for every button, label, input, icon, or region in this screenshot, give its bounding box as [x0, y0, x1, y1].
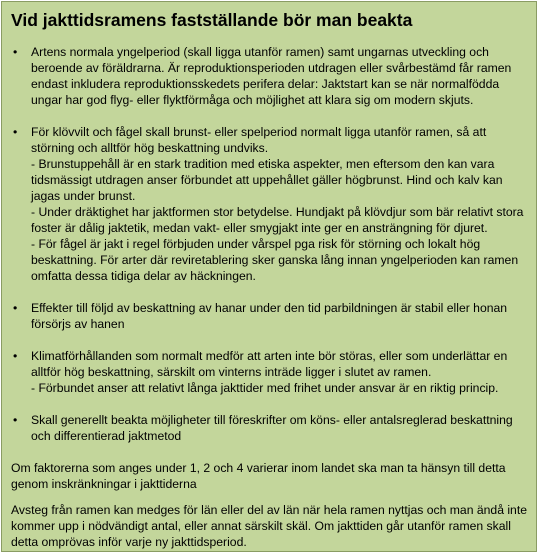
- bullet-subtext: - Förbundet anser att relativt långa jakttider med frihet under ansvar är en riktig princip.: [31, 381, 499, 395]
- bullet-text: Effekter till följd av beskattning av hanar under den tid parbildningen är stabil eller honan försörjs av hanen: [31, 301, 508, 331]
- bullet-icon: •: [13, 301, 18, 315]
- bullet-text: Klimatförhållanden som normalt medför att arten inte bör störas, eller som underlättar en alltför hög beskattning, särskilt om vinterns inträde ligger i slutet av ramen.: [31, 349, 508, 379]
- list-item: [11, 412, 531, 444]
- paragraph-exceptions: Avsteg från ramen kan medges för län eller del av län när hela ramen nyttjas och man ändå inte kommer upp i nödvändigt antal, eller annat särskilt skäl. Om jakttiden går utanför ramen skall detta omprövas inför varje ny jakttidsperiod.: [11, 503, 528, 549]
- bullet-subtext: - Brunstuppehåll är en stark tradition med etiska aspekter, men eftersom den kan vara tidsmässigt utdragen anser förbundet att uppehållet gäller högbrunst. Hind och kalv kan jagas under brunst.: [31, 157, 503, 203]
- list-item: [11, 124, 531, 284]
- panel-title: Vid jakttidsramens fastställande bör man beakta: [11, 10, 413, 30]
- bullet-text: Artens normala yngelperiod (skall ligga utanför ramen) samt ungarnas utveckling och beroende av föräldrarna. Är reproduktionsperioden utdragen eller svårbestämd får ramen endast inkludera reproduktionsskedets perifera delar: Jaktstart kan se när normalfödda ungar har god flyg- eller flyktförmåga och möjlighet att klara sig om modern skjuts.: [31, 45, 512, 107]
- bullet-icon: •: [13, 349, 18, 363]
- list-item: [11, 300, 531, 332]
- bullet-text: Skall generellt beakta möjligheter till föreskrifter om köns- eller antalsreglerad beskattning och differentierad jaktmetod: [31, 413, 513, 443]
- bullet-subtext: - För fågel är jakt i regel förbjuden under vårspel pga risk för störning och lokalt hög beskattning. För arter där reviretablering sker ganska lång innan yngelperioden kan ramen omfatta dessa tidiga delar av häckningen.: [31, 237, 519, 283]
- bullet-list: [11, 44, 531, 444]
- bullet-icon: •: [13, 125, 18, 139]
- paragraph-regional-variation: Om faktorerna som anges under 1, 2 och 4 varierar inom landet ska man ta hänsyn till detta genom inskränkningar i jakttiderna: [11, 461, 506, 491]
- bullet-text: För klövvilt och fågel skall brunst- eller spelperiod normalt ligga utanför ramen, så att störning och alltför hög beskattning undviks.: [31, 125, 487, 155]
- panel-content: [11, 44, 531, 560]
- list-item: [11, 44, 531, 108]
- list-item: [11, 348, 531, 396]
- bullet-icon: •: [13, 45, 18, 59]
- text-panel: [1, 1, 537, 552]
- bullet-subtext: - Under dräktighet har jaktformen stor betydelse. Hundjakt på klövdjur som bär relativt stora foster är dålig jaktetik, medan vakt- eller smygjakt inte ger en ansträngning för djuret.: [31, 205, 524, 235]
- bullet-icon: •: [13, 413, 18, 427]
